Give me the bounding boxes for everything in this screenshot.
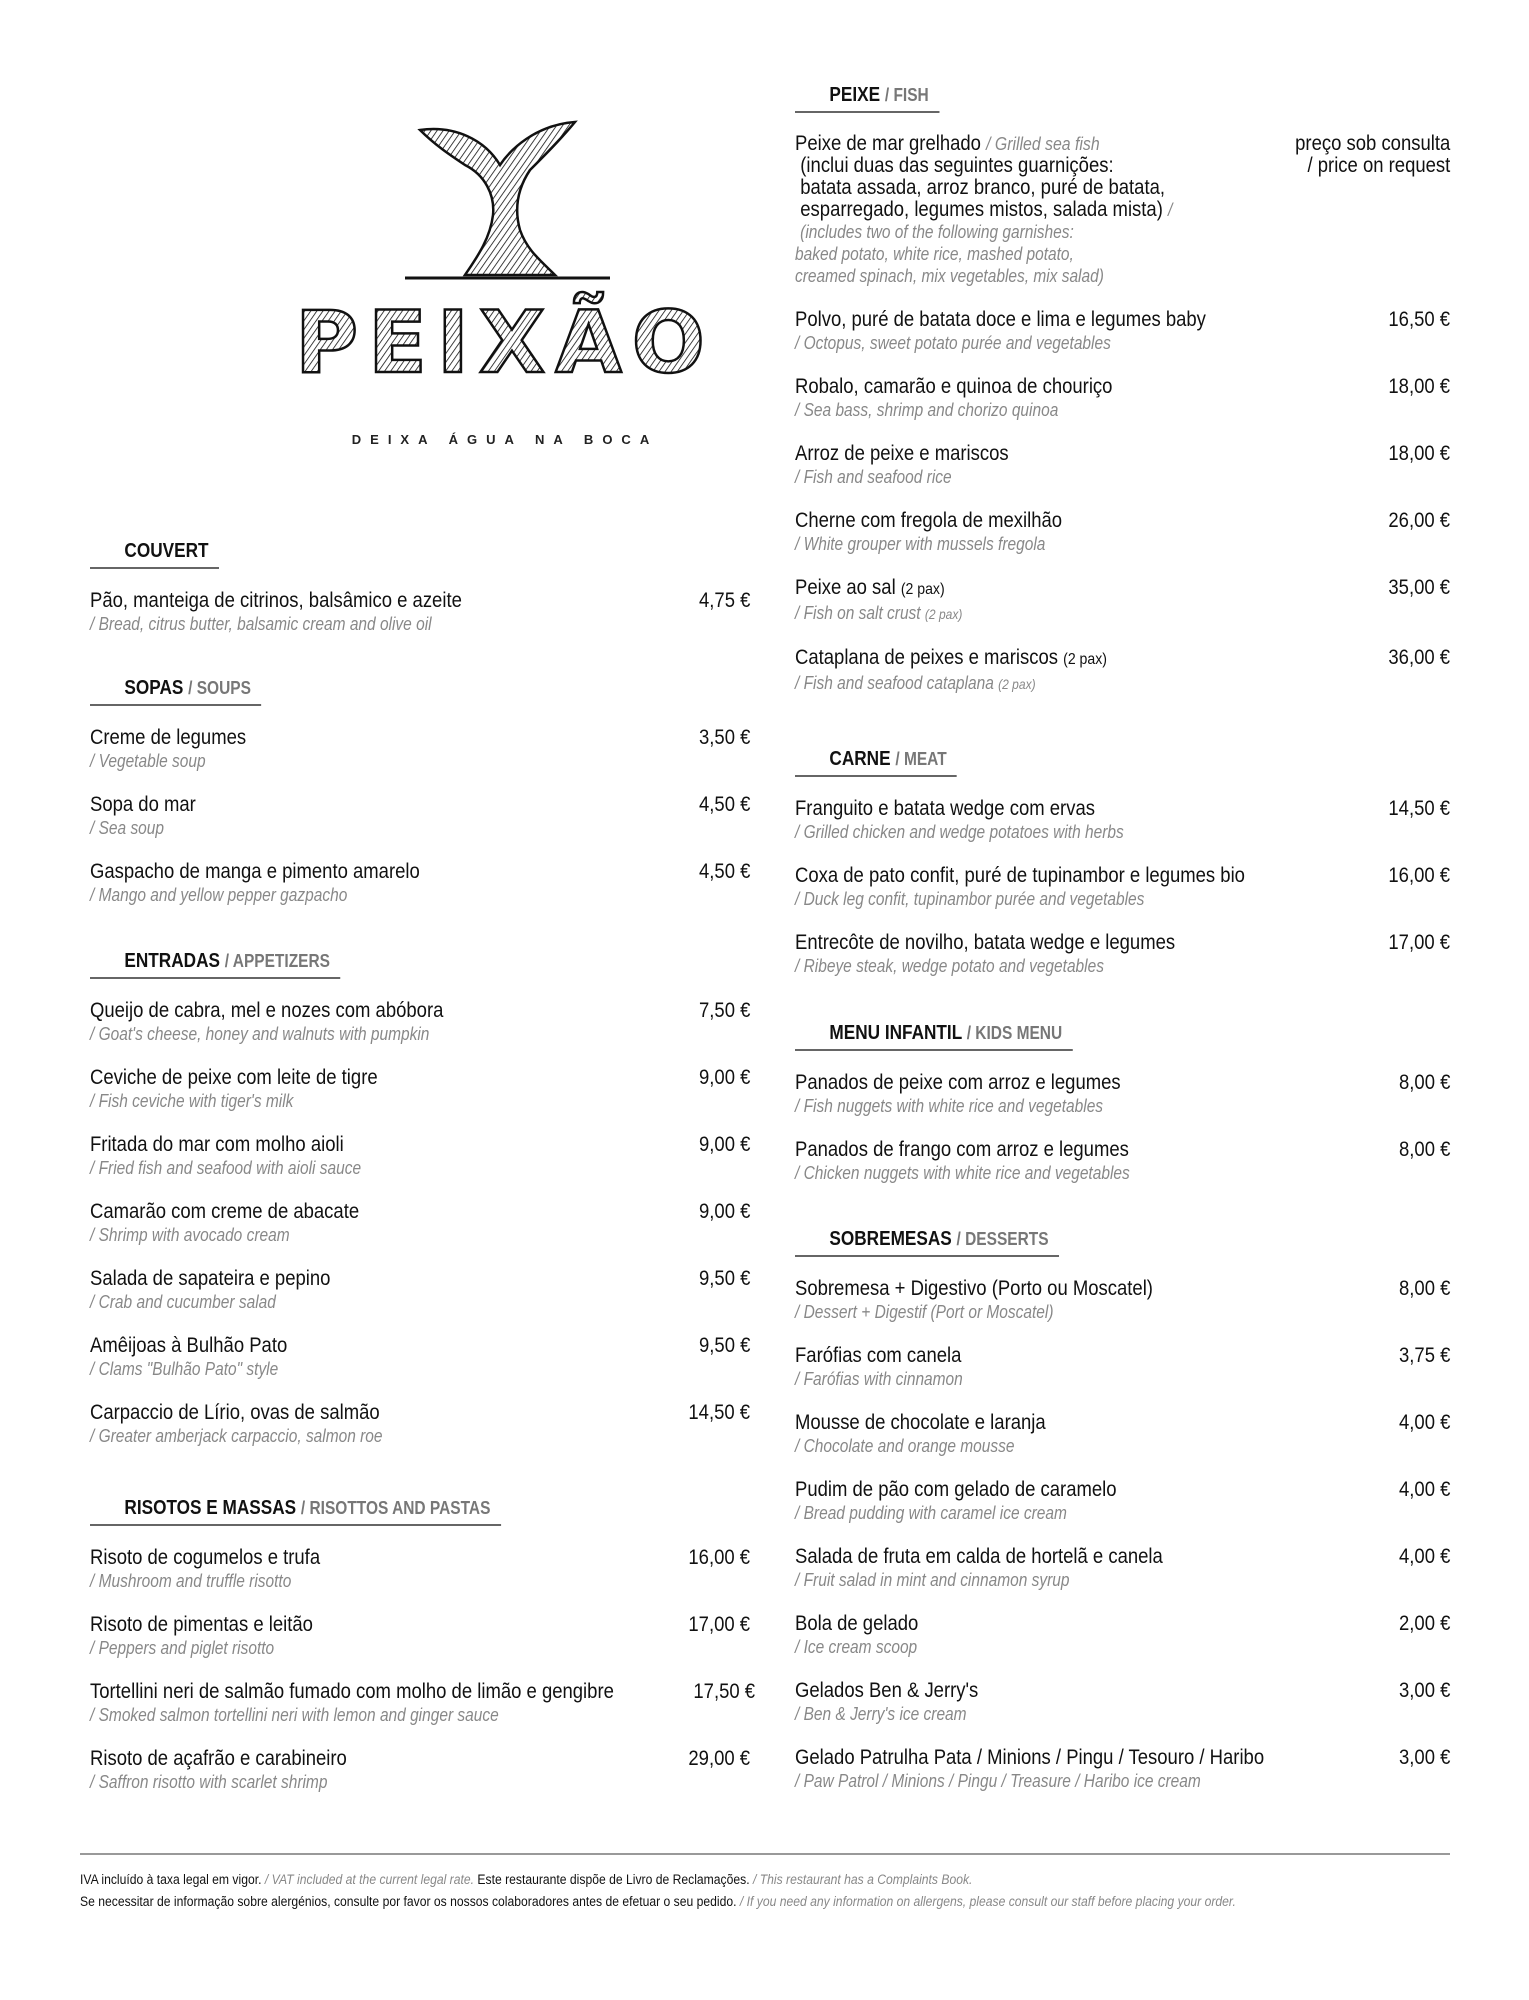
menu-item [795, 375, 1450, 421]
heading-pt: ENTRADAS [124, 950, 220, 972]
menu-item [90, 1613, 750, 1659]
section-desserts [795, 1228, 1450, 1813]
item-name: Robalo, camarão e quinoa de chouriço [795, 375, 1113, 398]
item-price: 16,00 € [1388, 864, 1450, 887]
item-translation: / Fish and seafood rice [795, 467, 952, 487]
menu-item [795, 931, 1450, 977]
item-price: 9,00 € [698, 1066, 750, 1089]
item-name: Fritada do mar com molho aioli [90, 1133, 344, 1156]
item-name: Farófias com canela [795, 1344, 962, 1367]
whale-tail-logo-icon [295, 110, 715, 410]
section-heading [90, 540, 219, 569]
item-name: Risoto de cogumelos e trufa [90, 1546, 321, 1569]
item-name: Queijo de cabra, mel e nozes com abóbora [90, 999, 444, 1022]
complaints-note: Este restaurante dispõe de Livro de Reclamações. [477, 1872, 750, 1887]
menu-item [90, 1401, 750, 1447]
item-name: Bola de gelado [795, 1612, 919, 1635]
heading-en: / APPETIZERS [224, 951, 330, 971]
menu-item [795, 308, 1450, 354]
item-price: 4,00 € [1398, 1545, 1450, 1568]
menu-item [90, 1680, 756, 1726]
item-translation: / Fruit salad in mint and cinnamon syrup [795, 1570, 1070, 1590]
item-price: 16,50 € [1388, 308, 1450, 331]
item-translation: / Chicken nuggets with white rice and vegetables [795, 1163, 1130, 1183]
item-translation: / Crab and cucumber salad [90, 1292, 276, 1312]
item-price: 14,50 € [688, 1401, 750, 1424]
menu-item [795, 1071, 1450, 1117]
heading-pt: COUVERT [124, 540, 209, 562]
menu-item [795, 1746, 1450, 1792]
item-name: Amêijoas à Bulhão Pato [90, 1334, 288, 1357]
menu-item [795, 1478, 1450, 1524]
item-translation: / Ice cream scoop [795, 1637, 918, 1657]
item-name: Gelado Patrulha Pata / Minions / Pingu / Tesouro / Haribo [795, 1746, 1265, 1769]
item-price: 29,00 € [688, 1747, 750, 1770]
section-heading [795, 1022, 1072, 1051]
section-kids-menu [795, 1022, 1450, 1205]
item-price: 35,00 € [1388, 576, 1450, 599]
item-name: Tortellini neri de salmão fumado com molho de limão e gengibre [90, 1680, 614, 1703]
menu-item [795, 646, 1450, 695]
item-translation: / Ribeye steak, wedge potato and vegetables [795, 956, 1104, 976]
item-translation: / Dessert + Digestif (Port or Moscatel) [795, 1302, 1054, 1322]
item-price: 17,00 € [1388, 931, 1450, 954]
item-price: 9,00 € [698, 1133, 750, 1156]
heading-pt: SOBREMESAS [829, 1228, 952, 1250]
item-name: Cherne com fregola de mexilhão [795, 509, 1063, 532]
item-translation: / Mango and yellow pepper gazpacho [90, 885, 348, 905]
item-price: 8,00 € [1398, 1277, 1450, 1300]
item-translation: / Smoked salmon tortellini neri with lemon and ginger sauce [90, 1705, 499, 1725]
item-name: Panados de frango com arroz e legumes [795, 1138, 1129, 1161]
menu-item [90, 1546, 750, 1592]
item-name: Sopa do mar [90, 793, 196, 816]
item-translation-text: / Fish on salt crust [795, 603, 921, 623]
menu-item [90, 1200, 750, 1246]
garnish-translation: (includes two of the following garnishes: [800, 222, 1074, 242]
item-price-en: / price on request [1307, 154, 1450, 177]
item-translation: / Paw Patrol / Minions / Pingu / Treasure / Haribo ice cream [795, 1771, 1201, 1791]
item-name-en: / Grilled sea fish [986, 134, 1100, 154]
item-price: 7,50 € [698, 999, 750, 1022]
section-heading [795, 1228, 1059, 1257]
garnish-line: (inclui duas das seguintes guarnições: [800, 154, 1114, 177]
item-name: Polvo, puré de batata doce e lima e legumes baby [795, 308, 1206, 331]
item-price: preço sob consulta [1294, 132, 1450, 155]
menu-item [795, 576, 1450, 625]
item-name: Camarão com creme de abacate [90, 1200, 360, 1223]
menu-item [795, 864, 1450, 910]
item-name: Risoto de açafrão e carabineiro [90, 1747, 347, 1770]
item-price: 4,00 € [1398, 1478, 1450, 1501]
heading-pt: SOPAS [124, 677, 184, 699]
menu-item [90, 793, 750, 839]
item-price: 14,50 € [1388, 797, 1450, 820]
item-translation [795, 602, 1358, 625]
item-name: Arroz de peixe e mariscos [795, 442, 1009, 465]
menu-item [90, 1133, 750, 1179]
item-translation: / Grilled chicken and wedge potatoes with herbs [795, 822, 1124, 842]
item-price: 9,50 € [698, 1334, 750, 1357]
item-name: Salada de fruta em calda de hortelã e canela [795, 1545, 1163, 1568]
item-translation: / Goat's cheese, honey and walnuts with pumpkin [90, 1024, 430, 1044]
section-heading [795, 748, 957, 777]
item-translation: / Vegetable soup [90, 751, 206, 771]
item-price: 8,00 € [1398, 1071, 1450, 1094]
section-soups [90, 677, 750, 927]
item-translation: / Greater amberjack carpaccio, salmon roe [90, 1426, 383, 1446]
item-price: 2,00 € [1398, 1612, 1450, 1635]
item-price: 18,00 € [1388, 442, 1450, 465]
menu-item [90, 860, 750, 906]
menu-item [795, 1545, 1450, 1591]
item-name: Gelados Ben & Jerry's [795, 1679, 979, 1702]
item-name: Gaspacho de manga e pimento amarelo [90, 860, 420, 883]
item-translation: / Fish ceviche with tiger's milk [90, 1091, 294, 1111]
menu-item [795, 797, 1450, 843]
item-translation: / Sea bass, shrimp and chorizo quinoa [795, 400, 1059, 420]
allergen-note-en: / If you need any information on allergens, please consult our staff before placing your order. [739, 1894, 1236, 1909]
section-appetizers [90, 950, 750, 1468]
item-price: 17,50 € [693, 1680, 756, 1703]
section-heading [90, 950, 340, 979]
heading-pt: MENU INFANTIL [829, 1022, 962, 1044]
item-translation: / Clams "Bulhão Pato" style [90, 1359, 279, 1379]
complaints-note-en: / This restaurant has a Complaints Book. [752, 1872, 973, 1887]
section-heading [90, 677, 261, 706]
item-name: Risoto de pimentas e leitão [90, 1613, 313, 1636]
item-name [795, 133, 1209, 155]
item-name: Franguito e batata wedge com ervas [795, 797, 1095, 820]
item-translation: / Saffron risotto with scarlet shrimp [90, 1772, 328, 1792]
allergen-note: Se necessitar de informação sobre alergénios, consulte por favor os nossos colaboradores antes de efetuar o seu pedido. [80, 1894, 737, 1909]
item-price: 3,00 € [1398, 1746, 1450, 1769]
menu-item [90, 1267, 750, 1313]
item-name-text: Cataplana de peixes e mariscos [795, 646, 1058, 669]
item-translation: / White grouper with mussels fregola [795, 534, 1046, 554]
item-price: 4,50 € [698, 793, 750, 816]
garnish-line-text: esparregado, legumes mistos, salada mista) [800, 198, 1163, 221]
item-name: Pudim de pão com gelado de caramelo [795, 1478, 1117, 1501]
heading-en: / KIDS MENU [966, 1023, 1063, 1043]
menu-item [795, 133, 1450, 287]
item-price: 9,50 € [698, 1267, 750, 1290]
pax-note: (2 pax) [900, 581, 945, 598]
menu-item [795, 1679, 1450, 1725]
heading-pt: RISOTOS E MASSAS [124, 1497, 297, 1519]
item-translation: / Chocolate and orange mousse [795, 1436, 1015, 1456]
garnish-line [795, 199, 1209, 221]
item-price: 8,00 € [1398, 1138, 1450, 1161]
item-translation: / Bread, citrus butter, balsamic cream and olive oil [90, 614, 432, 634]
brand-tagline: DEIXA ÁGUA NA BOCA [351, 432, 659, 447]
menu-item [795, 1612, 1450, 1658]
section-heading [90, 1497, 501, 1526]
item-price: 3,75 € [1398, 1344, 1450, 1367]
menu-item [90, 726, 750, 772]
item-translation: / Fish nuggets with white rice and vegetables [795, 1096, 1104, 1116]
item-price: 16,00 € [688, 1546, 750, 1569]
item-name: Panados de peixe com arroz e legumes [795, 1071, 1121, 1094]
vat-note-en: / VAT included at the current legal rate. [264, 1872, 475, 1887]
item-translation: / Ben & Jerry's ice cream [795, 1704, 967, 1724]
item-price: 9,00 € [698, 1200, 750, 1223]
item-name: Pão, manteiga de citrinos, balsâmico e azeite [90, 589, 462, 612]
section-heading [795, 84, 939, 113]
heading-en: / DESSERTS [956, 1229, 1049, 1249]
menu-item [795, 1411, 1450, 1457]
item-name-text: Peixe ao sal [795, 576, 896, 599]
item-translation: / Sea soup [90, 818, 165, 838]
item-name: Entrecôte de novilho, batata wedge e legumes [795, 931, 1176, 954]
garnish-line: batata assada, arroz branco, puré de batata, [800, 176, 1165, 199]
pax-note-en: (2 pax) [924, 606, 963, 622]
logo [295, 110, 715, 470]
slash: / [1168, 200, 1173, 220]
item-price: 3,50 € [698, 726, 750, 749]
item-translation: / Octopus, sweet potato purée and vegetables [795, 333, 1111, 353]
garnish-translation: baked potato, white rice, mashed potato, [795, 244, 1074, 264]
heading-pt: CARNE [829, 748, 891, 770]
footer [80, 1853, 1450, 1913]
item-price: 4,50 € [698, 860, 750, 883]
item-translation-text: / Fish and seafood cataplana [795, 673, 994, 693]
item-translation: / Shrimp with avocado cream [90, 1225, 290, 1245]
vat-note: IVA incluído à taxa legal em vigor. [80, 1872, 262, 1887]
heading-en: / FISH [884, 85, 929, 105]
item-price: 36,00 € [1388, 646, 1450, 669]
menu-item [795, 1277, 1450, 1323]
section-risottos [90, 1497, 756, 1814]
item-translation: / Bread pudding with caramel ice cream [795, 1503, 1067, 1523]
item-price: 17,00 € [688, 1613, 750, 1636]
menu-item [795, 1344, 1450, 1390]
pax-note: (2 pax) [1063, 651, 1107, 668]
item-price: 18,00 € [1388, 375, 1450, 398]
item-translation: / Farófias with cinnamon [795, 1369, 963, 1389]
item-name [795, 576, 945, 602]
item-translation: / Duck leg confit, tupinambor purée and vegetables [795, 889, 1145, 909]
menu-item [90, 1747, 750, 1793]
menu-item [795, 442, 1450, 488]
item-price: 4,75 € [698, 589, 750, 612]
brand-name: PEIXÃO [295, 293, 715, 393]
item-name: Creme de legumes [90, 726, 247, 749]
pax-note-en: (2 pax) [998, 676, 1036, 692]
section-fish [795, 84, 1450, 716]
item-name: Mousse de chocolate e laranja [795, 1411, 1046, 1434]
item-price: 4,00 € [1398, 1411, 1450, 1434]
menu-item [90, 999, 750, 1045]
item-name: Coxa de pato confit, puré de tupinambor e legumes bio [795, 864, 1245, 887]
footer-line-1 [80, 1869, 1313, 1891]
item-name: Sobremesa + Digestivo (Porto ou Moscatel) [795, 1277, 1153, 1300]
menu-item [90, 1066, 750, 1112]
item-translation [795, 672, 1358, 695]
menu-item [90, 589, 750, 635]
section-couvert [90, 540, 750, 656]
item-name: Salada de sapateira e pepino [90, 1267, 331, 1290]
menu-item [795, 1138, 1450, 1184]
item-name: Carpaccio de Lírio, ovas de salmão [90, 1401, 380, 1424]
item-name [795, 646, 1107, 672]
item-name: Ceviche de peixe com leite de tigre [90, 1066, 378, 1089]
item-translation: / Mushroom and truffle risotto [90, 1571, 292, 1591]
item-price: 3,00 € [1398, 1679, 1450, 1702]
heading-en: / MEAT [895, 749, 947, 769]
footer-line-2 [80, 1891, 1313, 1913]
item-price: 26,00 € [1388, 509, 1450, 532]
garnish-translation: creamed spinach, mix vegetables, mix salad) [795, 266, 1104, 286]
item-name-pt: Peixe de mar grelhado [795, 132, 981, 155]
heading-en: / SOUPS [188, 678, 251, 698]
menu-item [795, 509, 1450, 555]
menu-item [90, 1334, 750, 1380]
heading-pt: PEIXE [829, 84, 881, 106]
heading-en: / RISOTTOS AND PASTAS [300, 1498, 491, 1518]
item-translation: / Peppers and piglet risotto [90, 1638, 275, 1658]
item-translation: / Fried fish and seafood with aioli sauce [90, 1158, 362, 1178]
section-meat [795, 748, 1450, 998]
